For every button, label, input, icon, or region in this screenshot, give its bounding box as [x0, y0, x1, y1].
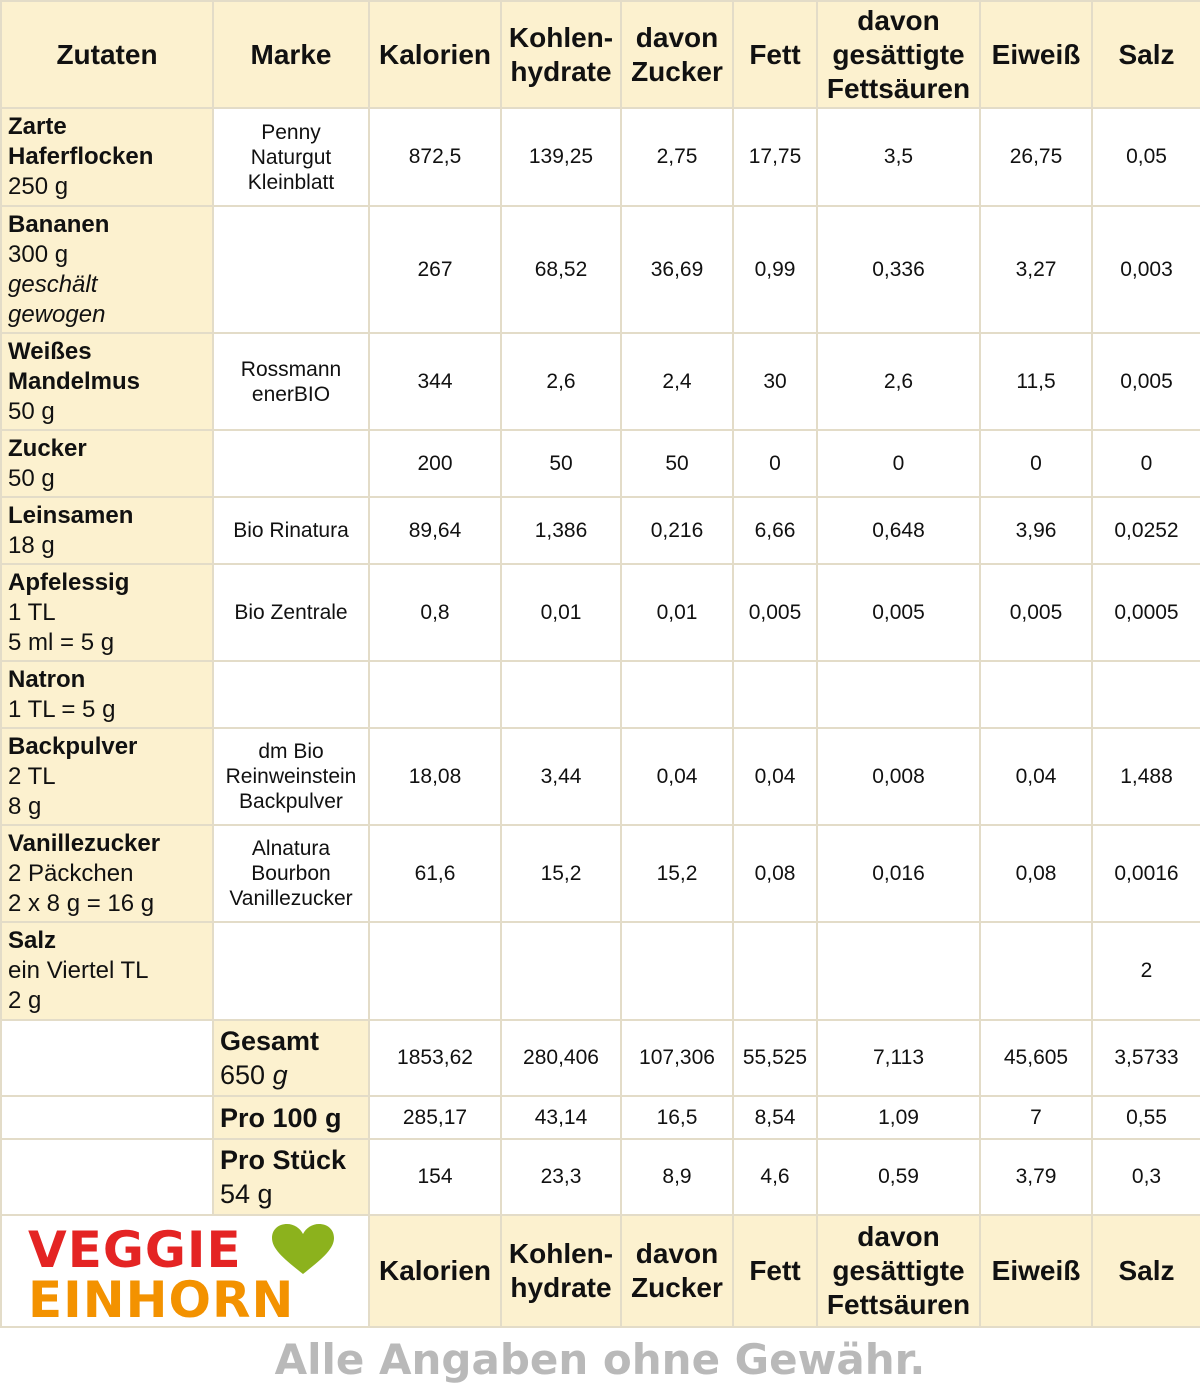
col-header-fett: Fett: [733, 1, 817, 108]
value-cell: 0: [817, 430, 980, 497]
value-cell: [621, 922, 733, 1020]
value-cell: 0,08: [980, 825, 1092, 922]
brand-cell: Bio Zentrale: [213, 564, 369, 661]
value-cell: 0,8: [369, 564, 501, 661]
summary-value-cell: 4,6: [733, 1139, 817, 1215]
brand-cell: dm Bio Reinweinstein Backpulver: [213, 728, 369, 825]
footer-col-kalorien: Kalorien: [369, 1215, 501, 1327]
col-header-zutaten: Zutaten: [1, 1, 213, 108]
summary-value-cell: 3,79: [980, 1139, 1092, 1215]
brand-cell: Rossmann enerBIO: [213, 333, 369, 430]
value-cell: 50: [621, 430, 733, 497]
value-cell: 11,5: [980, 333, 1092, 430]
value-cell: [1092, 661, 1200, 728]
value-cell: 17,75: [733, 108, 817, 206]
brand-cell: [213, 661, 369, 728]
value-cell: 3,27: [980, 206, 1092, 333]
summary-value-cell: 55,525: [733, 1020, 817, 1096]
heart-icon: [272, 1224, 334, 1276]
ingredient-name: Leinsamen: [8, 501, 134, 529]
value-cell: 0,336: [817, 206, 980, 333]
summary-value-cell: 0,3: [1092, 1139, 1200, 1215]
summary-value-cell: 43,14: [501, 1096, 621, 1139]
value-cell: 0,05: [1092, 108, 1200, 206]
summary-value-cell: 8,54: [733, 1096, 817, 1139]
value-cell: 0,005: [1092, 333, 1200, 430]
value-cell: 0,216: [621, 497, 733, 564]
summary-value-cell: 16,5: [621, 1096, 733, 1139]
logo-cell: [1, 1215, 369, 1327]
value-cell: 26,75: [980, 108, 1092, 206]
value-cell: 0,04: [980, 728, 1092, 825]
footer-col-kohlenhydrate: Kohlen- hydrate: [501, 1215, 621, 1327]
summary-label-cell: [213, 1139, 369, 1215]
table-row: [1, 430, 1200, 497]
summary-amount: 650: [220, 1060, 273, 1090]
disclaimer: Alle Angaben ohne Gewähr.: [274, 1335, 926, 1384]
value-cell: 0,01: [501, 564, 621, 661]
summary-value-cell: 45,605: [980, 1020, 1092, 1096]
col-header-fettsaeuren: davon gesättigte Fettsäuren: [817, 1, 980, 108]
value-cell: 0,04: [733, 728, 817, 825]
summary-value-cell: 280,406: [501, 1020, 621, 1096]
ingredient-name: Zarte Haferflocken: [8, 113, 154, 170]
summary-blank-cell: [1, 1020, 213, 1096]
table-row: [1, 825, 1200, 922]
value-cell: 3,96: [980, 497, 1092, 564]
value-cell: 6,66: [733, 497, 817, 564]
table-row: [1, 108, 1200, 206]
col-header-kohlenhydrate: Kohlen- hydrate: [501, 1, 621, 108]
summary-unit: g: [272, 1060, 288, 1090]
summary-value-cell: 8,9: [621, 1139, 733, 1215]
summary-row: [1, 1020, 1200, 1096]
value-cell: 0: [733, 430, 817, 497]
summary-label: Pro Stück: [220, 1145, 347, 1175]
ingredient-cell: [1, 728, 213, 825]
value-cell: 200: [369, 430, 501, 497]
summary-value-cell: 154: [369, 1139, 501, 1215]
value-cell: 50: [501, 430, 621, 497]
value-cell: 872,5: [369, 108, 501, 206]
summary-value-cell: 3,5733: [1092, 1020, 1200, 1096]
value-cell: 2,6: [817, 333, 980, 430]
value-cell: [369, 661, 501, 728]
brand-cell: [213, 430, 369, 497]
brand-cell: Penny Naturgut Kleinblatt: [213, 108, 369, 206]
value-cell: 0,005: [733, 564, 817, 661]
ingredient-amount: 50 g: [8, 464, 55, 492]
ingredient-amount: 2 TL 8 g: [8, 762, 56, 820]
ingredient-amount: ein Viertel TL 2 g: [8, 957, 149, 1014]
value-cell: [980, 922, 1092, 1020]
value-cell: [369, 922, 501, 1020]
summary-value-cell: 1,09: [817, 1096, 980, 1139]
value-cell: 2: [1092, 922, 1200, 1020]
value-cell: [817, 922, 980, 1020]
col-header-marke: Marke: [213, 1, 369, 108]
summary-amount: 54 g: [220, 1179, 273, 1209]
ingredient-cell: [1, 333, 213, 430]
value-cell: 3,44: [501, 728, 621, 825]
ingredient-amount: 250 g: [8, 173, 69, 200]
ingredient-amount: 18 g: [8, 531, 55, 559]
brand-cell: Alnatura Bourbon Vanillezucker: [213, 825, 369, 922]
ingredient-name: Backpulver: [8, 732, 138, 760]
value-cell: 344: [369, 333, 501, 430]
value-cell: 0: [980, 430, 1092, 497]
summary-blank-cell: [1, 1139, 213, 1215]
footer-header-row: [1, 1215, 1200, 1327]
col-header-salz: Salz: [1092, 1, 1200, 108]
summary-label-cell: [213, 1096, 369, 1139]
ingredient-name: Bananen: [8, 210, 110, 238]
value-cell: 0,0005: [1092, 564, 1200, 661]
ingredient-cell: [1, 564, 213, 661]
brand-cell: Bio Rinatura: [213, 497, 369, 564]
value-cell: 0,003: [1092, 206, 1200, 333]
value-cell: 2,75: [621, 108, 733, 206]
summary-value-cell: 1853,62: [369, 1020, 501, 1096]
value-cell: [733, 922, 817, 1020]
value-cell: 30: [733, 333, 817, 430]
summary-value-cell: 7: [980, 1096, 1092, 1139]
brand-cell: [213, 922, 369, 1020]
footer-col-fettsaeuren: davon gesättigte Fettsäuren: [817, 1215, 980, 1327]
ingredient-amount: 1 TL = 5 g: [8, 695, 116, 723]
table-row: [1, 728, 1200, 825]
ingredient-cell: [1, 206, 213, 333]
summary-value-cell: 0,55: [1092, 1096, 1200, 1139]
value-cell: 1,386: [501, 497, 621, 564]
ingredient-amount: 1 TL 5 ml = 5 g: [8, 598, 115, 656]
ingredient-cell: [1, 430, 213, 497]
ingredient-name: Vanillezucker: [8, 829, 161, 857]
col-header-kalorien: Kalorien: [369, 1, 501, 108]
value-cell: 0,0016: [1092, 825, 1200, 922]
summary-value-cell: 23,3: [501, 1139, 621, 1215]
ingredient-name: Natron: [8, 665, 86, 693]
ingredient-name: Weißes Mandelmus: [8, 337, 141, 395]
summary-value-cell: 7,113: [817, 1020, 980, 1096]
summary-label: Gesamt: [220, 1026, 320, 1056]
ingredient-name: Apfelessig: [8, 568, 130, 596]
value-cell: 2,4: [621, 333, 733, 430]
value-cell: 0,005: [980, 564, 1092, 661]
value-cell: 36,69: [621, 206, 733, 333]
summary-label-cell: [213, 1020, 369, 1096]
table-row: [1, 206, 1200, 333]
ingredient-cell: [1, 922, 213, 1020]
value-cell: 0,0252: [1092, 497, 1200, 564]
logo-line-1: VEGGIE: [28, 1221, 242, 1279]
summary-row: [1, 1096, 1200, 1139]
table-row: [1, 661, 1200, 728]
value-cell: 18,08: [369, 728, 501, 825]
value-cell: 267: [369, 206, 501, 333]
footer-col-zucker: davon Zucker: [621, 1215, 733, 1327]
value-cell: [501, 661, 621, 728]
header-row: [1, 1, 1200, 108]
value-cell: 68,52: [501, 206, 621, 333]
table-row: [1, 497, 1200, 564]
value-cell: 0,016: [817, 825, 980, 922]
summary-value-cell: 285,17: [369, 1096, 501, 1139]
value-cell: 15,2: [621, 825, 733, 922]
value-cell: 3,5: [817, 108, 980, 206]
value-cell: [621, 661, 733, 728]
ingredient-name: Salz: [8, 927, 57, 954]
ingredient-cell: [1, 108, 213, 206]
logo-line-2: EINHORN: [28, 1271, 295, 1329]
ingredient-amount: 300 g: [8, 240, 69, 268]
summary-row: [1, 1139, 1200, 1215]
summary-value-cell: 0,59: [817, 1139, 980, 1215]
ingredient-amount: 2 Päckchen 2 x 8 g = 16 g: [8, 859, 155, 917]
value-cell: [817, 661, 980, 728]
ingredient-cell: [1, 825, 213, 922]
value-cell: 139,25: [501, 108, 621, 206]
footer-col-salz: Salz: [1092, 1215, 1200, 1327]
summary-label: Pro 100 g: [220, 1102, 342, 1133]
value-cell: 0,01: [621, 564, 733, 661]
value-cell: 0,648: [817, 497, 980, 564]
summary-value-cell: 107,306: [621, 1020, 733, 1096]
table-row: [1, 333, 1200, 430]
value-cell: 0: [1092, 430, 1200, 497]
footer-col-eiweiss: Eiweiß: [980, 1215, 1092, 1327]
value-cell: 0,04: [621, 728, 733, 825]
value-cell: 1,488: [1092, 728, 1200, 825]
value-cell: 0,08: [733, 825, 817, 922]
value-cell: 15,2: [501, 825, 621, 922]
table-row: [1, 922, 1200, 1020]
value-cell: 0,99: [733, 206, 817, 333]
ingredient-note: geschält gewogen: [8, 270, 106, 328]
table-row: [1, 564, 1200, 661]
col-header-zucker: davon Zucker: [621, 1, 733, 108]
value-cell: [980, 661, 1092, 728]
value-cell: 2,6: [501, 333, 621, 430]
ingredient-name: Zucker: [8, 434, 87, 462]
brand-cell: [213, 206, 369, 333]
footer-col-fett: Fett: [733, 1215, 817, 1327]
ingredient-cell: [1, 661, 213, 728]
value-cell: [733, 661, 817, 728]
summary-blank-cell: [1, 1096, 213, 1139]
veggie-einhorn-logo: [28, 1220, 348, 1329]
ingredient-cell: [1, 497, 213, 564]
ingredient-amount: 50 g: [8, 397, 55, 425]
value-cell: 0,005: [817, 564, 980, 661]
value-cell: [501, 922, 621, 1020]
col-header-eiweiss: Eiweiß: [980, 1, 1092, 108]
value-cell: 89,64: [369, 497, 501, 564]
value-cell: 0,008: [817, 728, 980, 825]
value-cell: 61,6: [369, 825, 501, 922]
